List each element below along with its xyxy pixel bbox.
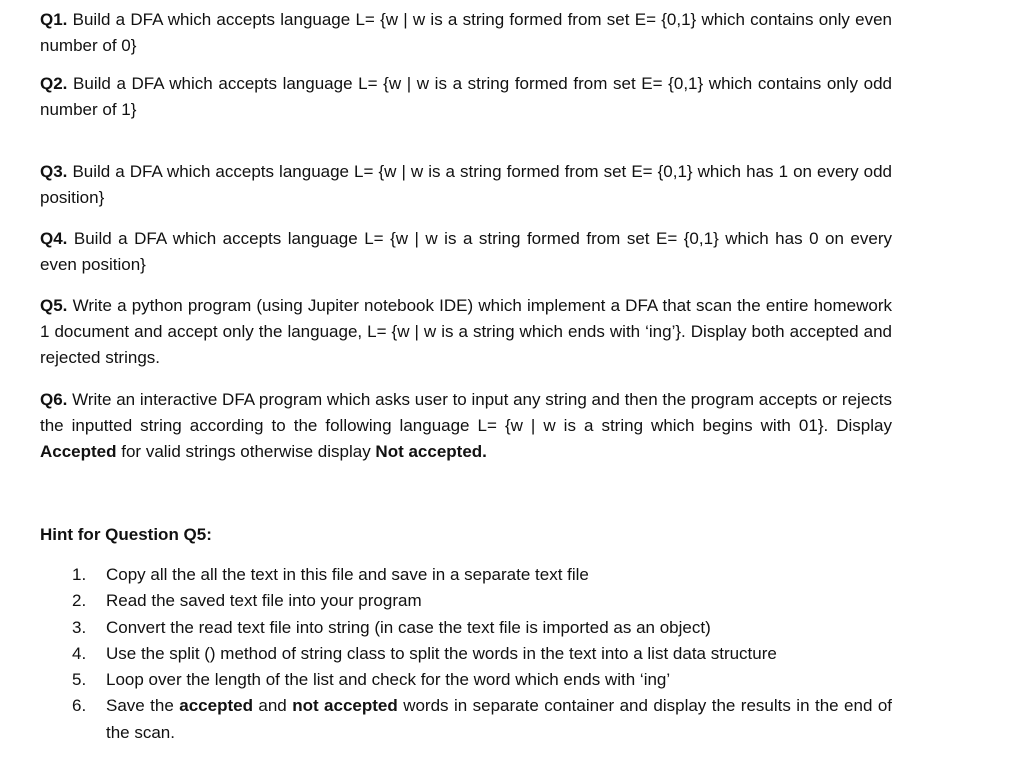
question-label: Q1. — [40, 10, 68, 29]
accepted-keyword: Accepted — [40, 442, 117, 461]
question-text: Build a DFA which accepts language L= {w | w is a string formed from set E= {0,1} which contains only even number of 0} — [40, 10, 892, 55]
question-text: for valid strings otherwise display — [116, 442, 376, 461]
question-label: Q3. — [40, 162, 68, 181]
not-accepted-keyword: Not accepted. — [375, 442, 487, 461]
list-item-number: 4. — [72, 643, 87, 663]
list-item-text: and — [252, 696, 293, 716]
question-text: Write an interactive DFA program which asks user to input any string and then the program accepts or rejects the inputted string according to the following language L= {w | w is a string which begins with 01}. Display — [40, 390, 892, 435]
hint-list — [72, 562, 892, 746]
not-accepted-keyword: not accepted — [292, 696, 398, 716]
list-item-text: Copy all the all the text in this file and save in a separate text file — [106, 565, 589, 584]
accepted-keyword: accepted — [179, 696, 253, 716]
question-q4 — [40, 226, 892, 278]
question-text: Build a DFA which accepts language L= {w | w is a string formed from set E= {0,1} which has 0 on every even position} — [40, 229, 892, 274]
list-item-text: Use the split () method of string class to split the words in the text into a list data structure — [106, 643, 777, 663]
list-item — [72, 615, 892, 641]
list-item-number: 3. — [72, 617, 87, 637]
list-item-number: 5. — [72, 670, 87, 690]
list-item-number: 2. — [72, 591, 87, 611]
hint-title: Hint for Question Q5: — [40, 525, 212, 544]
question-text: Build a DFA which accepts language L= {w | w is a string formed from set E= {0,1} which has 1 on every odd position} — [40, 162, 892, 207]
list-item-text: Convert the read text file into string (in case the text file is imported as an object) — [106, 617, 711, 637]
list-item-number: 6. — [72, 696, 87, 716]
list-item — [72, 588, 892, 614]
question-label: Q6. — [40, 390, 68, 409]
list-item-text: Loop over the length of the list and check for the word which ends with ‘ing’ — [106, 670, 671, 690]
list-item-text: words in separate container and display the results in the end of the scan. — [106, 696, 893, 742]
question-text: Write a python program (using Jupiter notebook IDE) which implement a DFA that scan the entire homework 1 document and accept only the language, L= {w | w is a string which ends with ‘ing’}. Display both accepted and rejected strings. — [40, 296, 892, 367]
question-label: Q2. — [40, 74, 68, 93]
question-q2 — [40, 71, 892, 123]
question-text: Build a DFA which accepts language L= {w | w is a string formed from set E= {0,1} which contains only odd number of 1} — [40, 74, 892, 119]
question-q1 — [40, 7, 892, 59]
list-item-text: Read the saved text file into your program — [106, 591, 422, 611]
list-item-number: 1. — [72, 565, 87, 584]
question-q3 — [40, 159, 892, 211]
list-item-text: Save the — [106, 696, 180, 716]
list-item — [72, 667, 892, 693]
question-q5 — [40, 293, 892, 371]
list-item — [72, 641, 892, 667]
question-label: Q4. — [40, 229, 68, 248]
list-item — [72, 693, 892, 746]
question-label: Q5. — [40, 296, 68, 315]
question-q6 — [40, 387, 892, 465]
list-item — [72, 562, 892, 588]
